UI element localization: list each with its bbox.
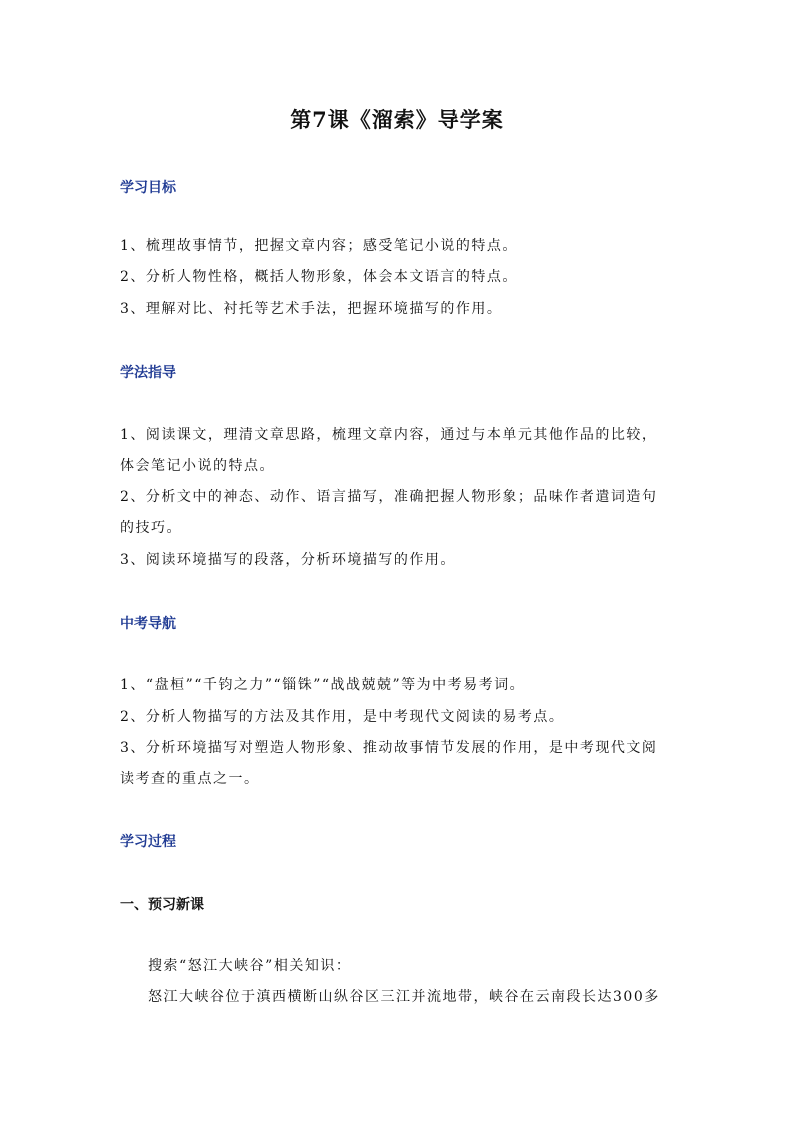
section-heading-exam: 中考导航 (120, 616, 176, 632)
exam-line-4: 读考查的重点之一。 (120, 771, 260, 787)
method-line-5: 3、阅读环境描写的段落，分析环境描写的作用。 (120, 552, 456, 568)
section-heading-method: 学法指导 (120, 365, 176, 381)
section-heading-objectives: 学习目标 (120, 180, 176, 196)
method-line-4: 的技巧。 (120, 520, 182, 536)
process-line-1: 搜索“怒江大峡谷”相关知识： (148, 958, 352, 974)
method-line-1: 1、阅读课文，理清文章思路，梳理文章内容，通过与本单元其他作品的比较， (120, 427, 658, 443)
objective-item-1: 1、梳理故事情节，把握文章内容；感受笔记小说的特点。 (120, 238, 518, 254)
objective-item-3: 3、理解对比、衬托等艺术手法，把握环境描写的作用。 (120, 301, 503, 317)
section-heading-process: 学习过程 (120, 834, 176, 850)
exam-line-3: 3、分析环境描写对塑造人物形象、推动故事情节发展的作用，是中考现代文阅 (120, 740, 658, 756)
process-line-2: 怒江大峡谷位于滇西横断山纵谷区三江并流地带，峡谷在云南段长达300多 (148, 989, 660, 1005)
page-title: 第7课《溜索》导学案 (290, 107, 504, 132)
method-line-2: 体会笔记小说的特点。 (120, 458, 275, 474)
objective-item-2: 2、分析人物性格，概括人物形象，体会本文语言的特点。 (120, 269, 518, 285)
exam-line-1: 1、“盘桓”“千钧之力”“锱铢”“战战兢兢”等为中考易考词。 (120, 677, 526, 693)
method-line-3: 2、分析文中的神态、动作、语言描写，准确把握人物形象；品味作者遣词造句 (120, 489, 658, 505)
sub-heading-preview: 一、预习新课 (120, 897, 204, 913)
exam-line-2: 2、分析人物描写的方法及其作用，是中考现代文阅读的易考点。 (120, 709, 565, 725)
